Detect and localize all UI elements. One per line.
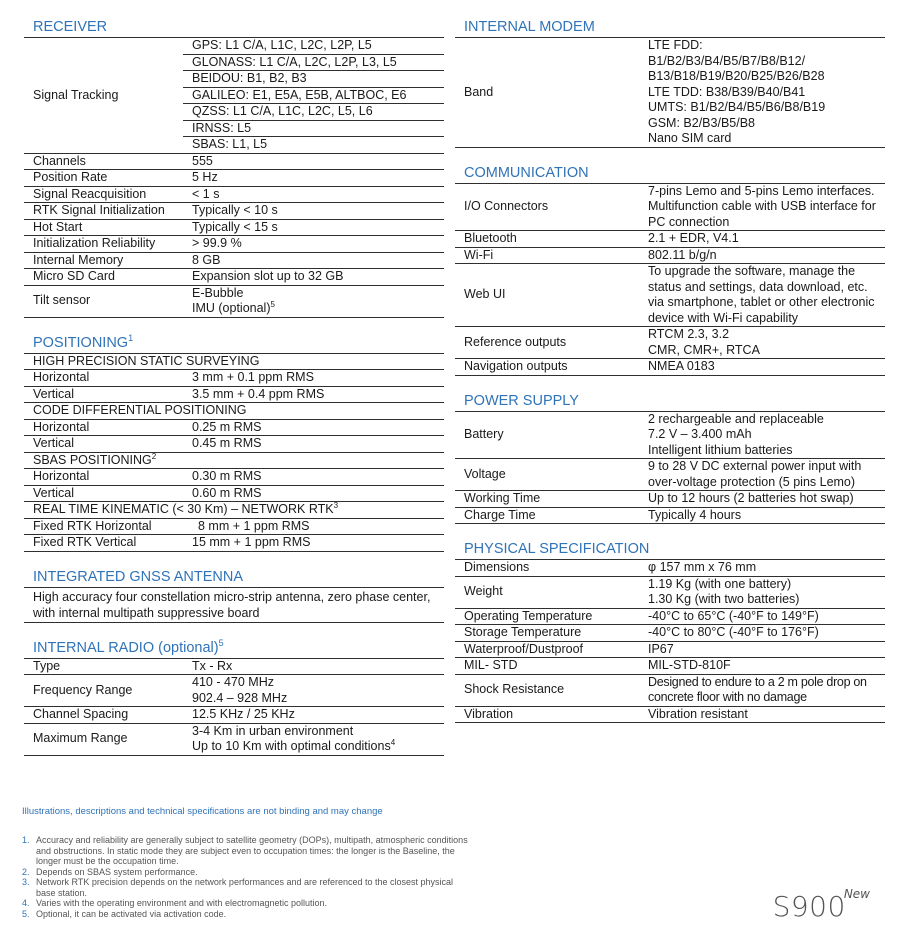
table-row bbox=[455, 38, 885, 147]
code-header: CODE DIFFERENTIAL POSITIONING bbox=[24, 403, 444, 420]
band-line: B1/B2/B3/B4/B5/B7/B8/B12/ bbox=[648, 53, 806, 68]
spec-value: Typically < 10 s bbox=[183, 203, 444, 220]
spec-label: Storage Temperature bbox=[455, 625, 639, 642]
table-row bbox=[455, 576, 885, 608]
list-item bbox=[22, 867, 472, 878]
modem-table bbox=[455, 38, 885, 148]
spec-label: Weight bbox=[455, 576, 639, 608]
table-row bbox=[455, 658, 885, 675]
list-item bbox=[22, 877, 472, 898]
logo-new-tag: New bbox=[843, 887, 870, 901]
spec-value bbox=[639, 412, 885, 459]
communication-table bbox=[455, 184, 885, 376]
spec-label: Initialization Reliability bbox=[24, 236, 183, 253]
table-row bbox=[455, 625, 885, 642]
table-row bbox=[455, 184, 885, 231]
range-line bbox=[192, 739, 444, 755]
tilt-ebubble: E-Bubble bbox=[192, 285, 244, 300]
modem-section bbox=[455, 16, 885, 148]
physical-table bbox=[455, 560, 885, 723]
radio-title bbox=[24, 637, 444, 659]
table-row bbox=[24, 452, 444, 469]
list-item bbox=[22, 909, 472, 920]
spec-label: Voltage bbox=[455, 459, 639, 491]
modem-title: INTERNAL MODEM bbox=[455, 16, 885, 38]
spec-label: Bluetooth bbox=[455, 231, 639, 248]
spec-value: Typically < 15 s bbox=[183, 219, 444, 236]
positioning-title-text: POSITIONING bbox=[33, 334, 129, 351]
receiver-table bbox=[24, 38, 444, 318]
spec-value bbox=[639, 576, 885, 608]
spec-label: Working Time bbox=[455, 491, 639, 508]
spec-value: -40°C to 65°C (-40°F to 149°F) bbox=[639, 608, 885, 625]
spec-label: Fixed RTK Vertical bbox=[24, 535, 183, 552]
table-row bbox=[24, 386, 444, 403]
spec-value: Designed to endure to a 2 m pole drop on concrete floor with no damage bbox=[639, 674, 885, 706]
physical-title: PHYSICAL SPECIFICATION bbox=[455, 538, 885, 560]
list-item bbox=[22, 898, 472, 909]
spec-value bbox=[639, 327, 885, 359]
left-column bbox=[24, 16, 444, 770]
footnote-ref: 2 bbox=[151, 451, 157, 461]
signal-glonass: GLONASS: L1 C/A, L2C, L2P, L3, L5 bbox=[183, 54, 444, 71]
positioning-section bbox=[24, 332, 444, 552]
table-row bbox=[24, 252, 444, 269]
range-text: Up to 10 Km with optimal conditions bbox=[192, 739, 391, 753]
table-row bbox=[24, 659, 444, 675]
spec-label: Band bbox=[455, 38, 639, 147]
table-row bbox=[455, 507, 885, 524]
footer bbox=[22, 806, 472, 919]
spec-label: Horizontal bbox=[24, 370, 183, 387]
footnote-text: Network RTK precision depends on the network performances and are referenced to the closest physical base station. bbox=[36, 877, 454, 898]
table-row bbox=[24, 502, 444, 519]
spec-label: Vertical bbox=[24, 436, 183, 453]
disclaimer: Illustrations, descriptions and technical specifications are not binding and may change bbox=[22, 806, 383, 817]
sbas-header-text: SBAS POSITIONING bbox=[33, 452, 152, 467]
spec-value: MIL-STD-810F bbox=[639, 658, 885, 675]
table-row bbox=[455, 231, 885, 248]
footnote-text: Varies with the operating environment and with electromagnetic pollution. bbox=[36, 898, 327, 908]
signal-sbas: SBAS: L1, L5 bbox=[183, 137, 444, 154]
product-logo bbox=[772, 887, 872, 923]
spec-label: Vertical bbox=[24, 386, 183, 403]
rtk-header bbox=[24, 502, 444, 519]
battery-line: Intelligent lithium batteries bbox=[648, 442, 793, 457]
spec-value bbox=[183, 723, 444, 755]
ref-line: RTCM 2.3, 3.2 bbox=[648, 327, 730, 341]
spec-label: Battery bbox=[455, 412, 639, 459]
spec-value: 8 mm + 1 ppm RMS bbox=[183, 518, 444, 535]
spec-label: Maximum Range bbox=[24, 723, 183, 755]
spec-label: Micro SD Card bbox=[24, 269, 183, 286]
communication-title: COMMUNICATION bbox=[455, 162, 885, 184]
tilt-sensor-value bbox=[183, 285, 444, 317]
spec-label: Fixed RTK Horizontal bbox=[24, 518, 183, 535]
table-row bbox=[24, 419, 444, 436]
physical-section bbox=[455, 538, 885, 723]
table-row bbox=[24, 203, 444, 220]
spec-value: 12.5 KHz / 25 KHz bbox=[183, 707, 444, 724]
table-row bbox=[455, 459, 885, 491]
spec-value: Up to 12 hours (2 batteries hot swap) bbox=[639, 491, 885, 508]
footnote-text: Optional, it can be activated via activation code. bbox=[36, 908, 227, 919]
table-row bbox=[455, 327, 885, 359]
spec-value: Vibration resistant bbox=[639, 706, 885, 723]
band-line: LTE TDD: B38/B39/B40/B41 bbox=[648, 84, 806, 99]
spec-label: Navigation outputs bbox=[455, 359, 639, 376]
receiver-title: RECEIVER bbox=[24, 16, 444, 38]
list-item bbox=[22, 835, 472, 867]
spec-label: Vertical bbox=[24, 485, 183, 502]
battery-line: 7.2 V – 3.400 mAh bbox=[648, 427, 752, 441]
spec-value: 15 mm + 1 ppm RMS bbox=[183, 535, 444, 552]
table-row bbox=[455, 247, 885, 264]
spec-label: I/O Connectors bbox=[455, 184, 639, 231]
table-row bbox=[24, 269, 444, 286]
signal-irnss: IRNSS: L5 bbox=[183, 120, 444, 137]
power-section bbox=[455, 390, 885, 525]
footnote-number: 4. bbox=[22, 898, 30, 908]
rtk-header-text: REAL TIME KINEMATIC (< 30 Km) – NETWORK RTK bbox=[33, 502, 334, 516]
footnote-ref: 3 bbox=[333, 500, 339, 510]
battery-line: 2 rechargeable and replaceable bbox=[648, 411, 824, 426]
sbas-header bbox=[24, 452, 444, 469]
freq-line: 410 - 470 MHz bbox=[192, 675, 274, 689]
table-row bbox=[24, 535, 444, 552]
footnote-text: Accuracy and reliability are generally subject to satellite geometry (DOPs), multipath, atmospheric conditions and obstructions. In static mode they are subject even to occupation times: the longer is the Baseline, the longer must be the occupation time. bbox=[36, 835, 468, 866]
spec-value: 3 mm + 0.1 ppm RMS bbox=[183, 370, 444, 387]
table-row bbox=[455, 491, 885, 508]
radio-table bbox=[24, 659, 444, 756]
spec-value bbox=[639, 38, 885, 147]
spec-label: Horizontal bbox=[24, 419, 183, 436]
spec-label: MIL- STD bbox=[455, 658, 639, 675]
spec-label: Position Rate bbox=[24, 170, 183, 187]
footnote-number: 3. bbox=[22, 877, 30, 887]
table-row bbox=[24, 285, 444, 317]
table-row bbox=[24, 153, 444, 170]
table-row bbox=[24, 186, 444, 203]
spec-label: Waterproof/Dustproof bbox=[455, 641, 639, 658]
table-row bbox=[24, 38, 444, 54]
spec-label: Horizontal bbox=[24, 469, 183, 486]
spec-value: 802.11 b/g/n bbox=[639, 247, 885, 264]
table-row bbox=[455, 264, 885, 327]
band-line: Nano SIM card bbox=[648, 131, 732, 145]
spec-value: > 99.9 % bbox=[183, 236, 444, 253]
footnote-number: 2. bbox=[22, 866, 30, 877]
power-title: POWER SUPPLY bbox=[455, 390, 885, 412]
signal-tracking-label: Signal Tracking bbox=[24, 38, 183, 153]
spec-label: Charge Time bbox=[455, 507, 639, 524]
spec-value: Typically 4 hours bbox=[639, 507, 885, 524]
table-row bbox=[455, 608, 885, 625]
spec-label: Channel Spacing bbox=[24, 707, 183, 724]
spec-label: Wi-Fi bbox=[455, 247, 639, 264]
band-line: B13/B18/B19/B20/B25/B26/B28 bbox=[648, 69, 825, 83]
table-row bbox=[455, 359, 885, 376]
spec-label: Frequency Range bbox=[24, 675, 183, 707]
spec-value: 2.1 + EDR, V4.1 bbox=[639, 231, 885, 248]
spec-value: 5 Hz bbox=[183, 170, 444, 187]
spec-value: Expansion slot up to 32 GB bbox=[183, 269, 444, 286]
spec-label: Operating Temperature bbox=[455, 608, 639, 625]
spec-label: Signal Reacquisition bbox=[24, 186, 183, 203]
table-row bbox=[24, 170, 444, 187]
spec-value: 0.30 m RMS bbox=[183, 469, 444, 486]
table-row bbox=[24, 707, 444, 724]
footnote-number: 1. bbox=[22, 835, 30, 845]
right-column bbox=[455, 16, 885, 737]
spec-value: 555 bbox=[183, 153, 444, 170]
spec-value: 0.25 m RMS bbox=[183, 419, 444, 436]
spec-value: NMEA 0183 bbox=[639, 359, 885, 376]
footnote-text: Depends on SBAS system performance. bbox=[36, 866, 198, 877]
table-row bbox=[24, 236, 444, 253]
spec-label: RTK Signal Initialization bbox=[24, 203, 183, 220]
spec-value: IP67 bbox=[639, 641, 885, 658]
footnote-number: 5. bbox=[22, 908, 30, 919]
positioning-title bbox=[24, 332, 444, 354]
receiver-section bbox=[24, 16, 444, 318]
freq-line: 902.4 – 928 MHz bbox=[192, 690, 288, 705]
signal-beidou: BEIDOU: B1, B2, B3 bbox=[183, 71, 444, 88]
signal-galileo: GALILEO: E1, E5A, E5B, ALTBOC, E6 bbox=[183, 87, 444, 104]
tilt-imu bbox=[192, 301, 444, 317]
tilt-sensor-label: Tilt sensor bbox=[24, 285, 183, 317]
spec-value: < 1 s bbox=[183, 186, 444, 203]
antenna-description: High accuracy four constellation micro-strip antenna, zero phase center, with internal multipath suppressive board bbox=[24, 588, 444, 623]
spec-label: Vibration bbox=[455, 706, 639, 723]
table-row bbox=[455, 412, 885, 459]
footnote-ref: 1 bbox=[128, 332, 134, 343]
table-row bbox=[24, 469, 444, 486]
static-header: HIGH PRECISION STATIC SURVEYING bbox=[24, 354, 444, 370]
weight-line: 1.19 Kg (with one battery) bbox=[648, 576, 792, 591]
spec-value: Tx - Rx bbox=[183, 659, 444, 675]
signal-qzss: QZSS: L1 C/A, L1C, L2C, L5, L6 bbox=[183, 104, 444, 121]
spec-label: Channels bbox=[24, 153, 183, 170]
footnote-ref: 5 bbox=[218, 637, 224, 648]
spec-value: 9 to 28 V DC external power input with over-voltage protection (5 pins Lemo) bbox=[639, 459, 885, 491]
footnote-ref: 5 bbox=[270, 299, 275, 309]
signal-gps: GPS: L1 C/A, L1C, L2C, L2P, L5 bbox=[183, 38, 444, 54]
footnotes bbox=[22, 835, 472, 919]
table-row bbox=[455, 560, 885, 576]
spec-label: Hot Start bbox=[24, 219, 183, 236]
logo-text: S900 bbox=[772, 890, 846, 923]
power-table bbox=[455, 412, 885, 525]
communication-section bbox=[455, 162, 885, 376]
spec-value: 7-pins Lemo and 5-pins Lemo interfaces. Multifunction cable with USB interface for PC connection bbox=[639, 184, 885, 231]
range-line: 3-4 Km in urban environment bbox=[192, 723, 354, 738]
table-row bbox=[24, 403, 444, 420]
spec-value: To upgrade the software, manage the status and settings, data download, etc. via smartphone, tablet or other electronic device with Wi-Fi capability bbox=[639, 264, 885, 327]
radio-title-text: INTERNAL RADIO (optional) bbox=[33, 639, 219, 656]
antenna-title: INTEGRATED GNSS ANTENNA bbox=[24, 566, 444, 588]
band-line: GSM: B2/B3/B5/B8 bbox=[648, 115, 755, 130]
table-row bbox=[455, 641, 885, 658]
table-row bbox=[24, 436, 444, 453]
ref-line: CMR, CMR+, RTCA bbox=[648, 342, 760, 357]
weight-line: 1.30 Kg (with two batteries) bbox=[648, 592, 800, 606]
spec-label: Type bbox=[24, 659, 183, 675]
table-row bbox=[24, 518, 444, 535]
band-line: LTE FDD: bbox=[648, 38, 703, 52]
spec-label: Shock Resistance bbox=[455, 674, 639, 706]
spec-value: 8 GB bbox=[183, 252, 444, 269]
spec-label: Dimensions bbox=[455, 560, 639, 576]
spec-value: 0.45 m RMS bbox=[183, 436, 444, 453]
table-row bbox=[24, 370, 444, 387]
radio-section bbox=[24, 637, 444, 756]
spec-label: Reference outputs bbox=[455, 327, 639, 359]
antenna-section bbox=[24, 566, 444, 623]
tilt-imu-text: IMU (optional) bbox=[192, 301, 271, 315]
spec-label: Internal Memory bbox=[24, 252, 183, 269]
table-row bbox=[24, 723, 444, 755]
spec-value: -40°C to 80°C (-40°F to 176°F) bbox=[639, 625, 885, 642]
table-row bbox=[24, 485, 444, 502]
footnote-ref: 4 bbox=[390, 737, 396, 747]
spec-value bbox=[183, 675, 444, 707]
table-row bbox=[24, 675, 444, 707]
spec-label: Web UI bbox=[455, 264, 639, 327]
band-line: UMTS: B1/B2/B4/B5/B6/B8/B19 bbox=[648, 100, 826, 114]
spec-value: φ 157 mm x 76 mm bbox=[639, 560, 885, 576]
positioning-table bbox=[24, 354, 444, 552]
table-row bbox=[455, 674, 885, 706]
table-row bbox=[455, 706, 885, 723]
table-row bbox=[24, 219, 444, 236]
spec-value: 3.5 mm + 0.4 ppm RMS bbox=[183, 386, 444, 403]
spec-value: 0.60 m RMS bbox=[183, 485, 444, 502]
table-row bbox=[24, 354, 444, 370]
